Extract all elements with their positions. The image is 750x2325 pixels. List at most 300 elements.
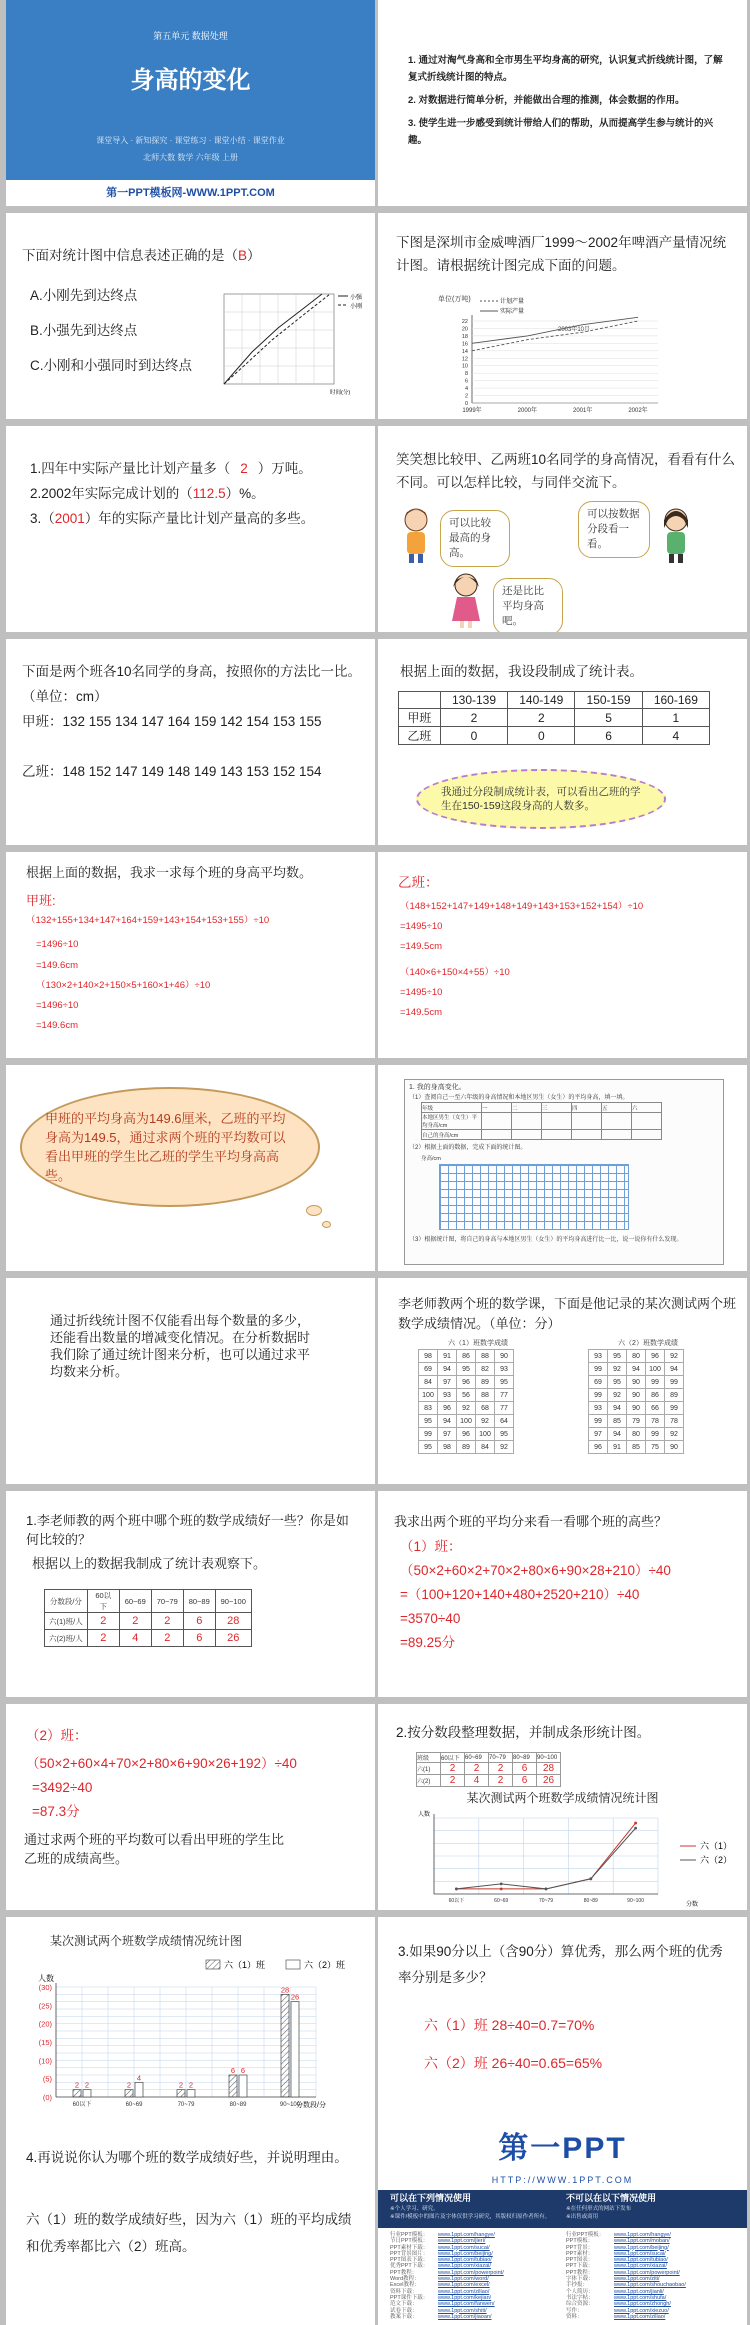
resource-link[interactable]: www.1ppt.com/xiazai/	[614, 2263, 667, 2270]
score-cell: 95	[495, 1428, 514, 1441]
bar-x-tick: 90~100	[279, 2102, 301, 2108]
score-cell: 94	[608, 1402, 627, 1415]
calc-line: （148+152+147+149+148+149+143+153+152+154）÷10	[400, 901, 644, 912]
score-cell: 91	[438, 1350, 457, 1363]
beer-y-tick: 4	[464, 386, 468, 393]
resource-label: 范文下载：	[390, 2301, 418, 2308]
score-cell: 96	[457, 1428, 476, 1441]
score-cell: 82	[476, 1363, 495, 1376]
resource-link[interactable]: www.1ppt.com/jieri/	[438, 2238, 486, 2245]
bar-y-tick: (20)	[38, 2019, 52, 2029]
resource-label: Excel教程：	[390, 2282, 420, 2289]
jia-heights: 甲班：132 155 134 147 164 159 142 154 153 155	[22, 714, 322, 729]
calc-line: （50×2+60×4+70×2+80×6+90×26+192）÷40	[26, 1756, 297, 1771]
score-cell: 99	[646, 1428, 665, 1441]
beer-y-tick: 2	[464, 393, 468, 400]
resource-link[interactable]: www.1ppt.com/excel/	[438, 2282, 490, 2289]
slide-compare	[6, 1491, 375, 1697]
race-chart	[212, 288, 367, 398]
line-xlabel: 分数	[686, 1902, 699, 1908]
score-cell: 89	[457, 1441, 476, 1454]
legend-a: 小强	[350, 295, 363, 301]
resource-link[interactable]: www.1ppt.com/kejian/	[438, 2294, 492, 2301]
slide-height-table	[378, 639, 747, 845]
resource-link[interactable]: www.1ppt.com/xiezuo/	[614, 2307, 669, 2314]
class1-title: 六（1）班数学成绩	[448, 1340, 508, 1347]
score-cell: 90	[627, 1389, 646, 1402]
resource-label: 行业PPT模板：	[566, 2232, 605, 2238]
class1-scores	[418, 1349, 514, 1454]
beer-intro: 下图是深圳市金威啤酒厂1999～2002年啤酒产量情况统计图。请根据统计图完成下面的问题。	[396, 235, 727, 273]
bar-ylabel: 人数	[38, 1974, 54, 1983]
beer-y-tick: 12	[461, 356, 468, 363]
bar-data-label: 6	[230, 2066, 236, 2075]
score-cell: 99	[646, 1376, 665, 1389]
usage-forbidden-note: ※在任何形式的网站下发布	[566, 2206, 632, 2212]
bar-data-label: 28	[280, 1985, 290, 1995]
bar	[83, 2090, 91, 2097]
bar-y-tick: (15)	[38, 2038, 52, 2047]
beer-y-tick: 8	[464, 371, 468, 378]
score-cell: 92	[495, 1441, 514, 1454]
slide-class2-average	[6, 1704, 375, 1910]
resource-label: 手抄报：	[566, 2282, 589, 2289]
option-b[interactable]: B.小强先到达终点	[30, 323, 138, 338]
bar-x-tick: 70~79	[177, 2102, 195, 2108]
beer-legend-real: 实际产量	[500, 309, 525, 315]
slide-bar-chart	[6, 1917, 375, 2123]
score-cell: 93	[495, 1363, 514, 1376]
publisher: 北师大数 数学 六年级 上册	[143, 153, 238, 162]
bar	[177, 2090, 185, 2097]
calc-line: =149.6cm	[36, 1020, 78, 1031]
beer-y-tick: 6	[464, 378, 468, 385]
heights-intro: 下面是两个班各10名同学的身高，按照你的方法比一比。（单位：cm）	[22, 664, 362, 704]
resource-link[interactable]: www.1ppt.com/zhongh/	[614, 2301, 671, 2308]
bar-chart-title: 某次测试两个班数学成绩情况统计图	[50, 1934, 243, 1948]
resource-link[interactable]: www.1ppt.com/tubiao/	[614, 2257, 668, 2264]
score-cell: 79	[627, 1415, 646, 1428]
rate-class2: 六（2）班 26÷40=0.65=65%	[424, 2055, 603, 2071]
calc-line: =89.25分	[400, 1635, 456, 1650]
resource-link[interactable]: www.1ppt.com/hangye/	[438, 2232, 495, 2238]
resource-link[interactable]: www.1ppt.com/powerpoint/	[438, 2269, 504, 2276]
score-cell: 90	[665, 1441, 684, 1454]
score-cell: 96	[438, 1402, 457, 1415]
average-intro: 根据上面的数据，我求一求每个班的身高平均数。	[26, 865, 313, 880]
height-segment-table: 130-139 140-149 150-159 160-169 甲班 2 2 5 1 乙班 0 0 6 4	[398, 691, 710, 745]
slide-final-question	[6, 2118, 375, 2325]
resource-label: PPT背景图片：	[390, 2250, 429, 2257]
scores-intro: 李老师教两个班的数学课，下面是他记录的某次测试两个班数学成绩情况。（单位：分）	[398, 1296, 737, 1331]
score-cell: 78	[646, 1415, 665, 1428]
score-cell: 95	[457, 1363, 476, 1376]
resource-link[interactable]: www.1ppt.com/hangye/	[614, 2232, 671, 2238]
task-2-text: 2.按分数段整理数据，并制成条形统计图。	[396, 1725, 651, 1740]
nav-text: 课堂导入 · 新知探究 · 课堂练习 · 课堂小结 · 课堂作业	[96, 136, 285, 145]
resource-link[interactable]: www.1ppt.com/shufa/	[614, 2294, 667, 2301]
slide-line-chart	[378, 1704, 747, 1910]
resource-label: 教案下载：	[390, 2313, 418, 2320]
line-ylabel: 人数	[418, 1812, 431, 1818]
avg-question: 我求出两个班的平均分来看一看哪个班的高些？	[394, 1514, 668, 1529]
score-cell: 95	[419, 1441, 438, 1454]
resource-label: 优秀PPT下载：	[390, 2263, 429, 2270]
score-cell: 97	[438, 1428, 457, 1441]
score-cell: 84	[476, 1441, 495, 1454]
score-cell: 93	[589, 1350, 608, 1363]
slide-race-question	[6, 213, 375, 419]
resource-label: PPT背景：	[566, 2244, 594, 2251]
calc-line: =1495÷10	[400, 987, 443, 998]
score-cell: 96	[589, 1441, 608, 1454]
jia-heading: 甲班:	[26, 893, 56, 908]
bar-x-tick: 60~69	[125, 2102, 143, 2108]
bar-data-label: 2	[178, 2080, 184, 2090]
yi-heading: 乙班：	[398, 875, 439, 890]
score-cell: 66	[646, 1402, 665, 1415]
final-question: 4.再说说你认为哪个班的数学成绩好些，并说明理由。	[26, 2150, 348, 2165]
score-cell: 89	[476, 1376, 495, 1389]
option-c[interactable]: C.小刚和小强同时到达终点	[30, 358, 192, 373]
score-cell: 80	[627, 1350, 646, 1363]
line-chart-title: 某次测试两个班数学成绩情况统计图	[466, 1791, 659, 1805]
conclusion-cloud: 甲班的平均身高为149.6厘米，乙班的平均身高为149.5，通过求两个班的平均数可以看出甲班的学生比乙班的学生平均身高高些。	[20, 1087, 320, 1207]
resource-label: PPT教程：	[390, 2269, 418, 2276]
calc-line: （140×6+150×4+55）÷10	[400, 967, 510, 978]
slide-heights	[6, 639, 375, 845]
line-x-tick: 60以下	[448, 1898, 465, 1904]
resource-label: 节日PPT模板：	[390, 2238, 429, 2245]
bar-data-label: 4	[136, 2073, 142, 2083]
answer-2: 2.2002年实际完成计划的（112.5）%。	[30, 486, 265, 501]
bar-y-tick: (5)	[42, 2074, 52, 2084]
calc-line: =1495÷10	[400, 921, 443, 932]
beer-x-tick: 1999年	[462, 408, 482, 414]
beer-y-tick: 16	[461, 341, 468, 348]
objective-2: 2. 对数据进行简单分析，并能做出合理的推测，体会数据的作用。	[408, 95, 685, 106]
calc-line: =3492÷40	[32, 1780, 93, 1795]
score-cell: 75	[646, 1441, 665, 1454]
resource-link[interactable]: www.1ppt.com/shouchaobao/	[614, 2282, 686, 2289]
compare-intro: 根据以上的数据我制成了统计表观察下。	[32, 1556, 267, 1571]
line-point	[455, 1888, 458, 1891]
answer-1: 1.四年中实际产量比计划产量多（ 2 ）万吨。	[30, 461, 312, 476]
resource-link[interactable]: www.1ppt.com/moban/	[614, 2238, 670, 2245]
score-cell: 69	[419, 1363, 438, 1376]
score-cell: 100	[646, 1363, 665, 1376]
page-title: 身高的变化	[130, 67, 251, 94]
resource-label: 综合资源：	[566, 2301, 594, 2308]
rate-question: 3.如果90分以上（含90分）算优秀，那么两个班的优秀率分别是多少？	[398, 1944, 723, 1985]
resource-link[interactable]: www.1ppt.com/shiti/	[438, 2307, 487, 2314]
yi-heights: 乙班：148 152 147 149 148 149 143 153 152 154	[22, 764, 322, 779]
slide-scores	[378, 1278, 747, 1484]
girl-illustration-2	[448, 571, 484, 629]
beer-legend-plan: 计划产量	[500, 299, 525, 305]
links-right	[566, 2232, 736, 2320]
slide-title	[6, 0, 375, 206]
score-cell: 90	[627, 1402, 646, 1415]
bar	[281, 1994, 289, 2097]
calc-line: =（100+120+140+480+2520+210）÷40	[400, 1587, 640, 1602]
score-cell: 89	[665, 1389, 684, 1402]
bar-legend-1: 六（1）班	[224, 1960, 266, 1970]
resource-label: PPT课件下载：	[390, 2294, 429, 2301]
beer-x-tick: 2000年	[517, 408, 538, 414]
slide-footer	[378, 2118, 747, 2325]
links-left	[390, 2232, 560, 2320]
ws-q2: （2）根据上面的数据，完成下面的统计图。	[409, 1145, 527, 1151]
resource-label: 书法字帖：	[566, 2294, 594, 2301]
score-cell: 78	[665, 1415, 684, 1428]
calc-line: （130×2+140×2+150×5+160×1+46）÷10	[36, 980, 211, 991]
beer-note: 2003年10月	[558, 327, 591, 333]
beer-y-tick: 20	[461, 326, 468, 333]
resource-label: 试卷下载：	[390, 2307, 418, 2314]
slide-excellence-rate	[378, 1917, 747, 2123]
option-a[interactable]: A.小刚先到达终点	[30, 288, 138, 303]
ws-q3: （3）根据统计图，将自己的身高与本地区男生（女生）的平均身高进行比一比，说一说你有什么发现。	[409, 1237, 683, 1243]
score-cell: 99	[665, 1402, 684, 1415]
bar-data-label: 6	[240, 2066, 246, 2075]
line-x-tick: 60~69	[494, 1898, 509, 1904]
beer-chart	[438, 291, 688, 416]
score-cell: 95	[419, 1415, 438, 1428]
score-cell: 77	[495, 1402, 514, 1415]
score-cell: 80	[627, 1428, 646, 1441]
score-cell: 98	[419, 1350, 438, 1363]
beer-y-tick: 22	[461, 319, 468, 325]
resource-link[interactable]: www.1ppt.com/word/	[438, 2276, 489, 2283]
bar-data-label: 26	[290, 1992, 300, 2002]
score-cell: 85	[608, 1415, 627, 1428]
usage-allowed-note: ※课件/模板中的图片及字体仅供学习研究，其版权归原作者所有。	[390, 2214, 551, 2220]
footer-logo: 第一PPT	[498, 2132, 627, 2165]
resource-link[interactable]: www.1ppt.com/jianli/	[614, 2288, 664, 2295]
bar-y-tick: (0)	[42, 2093, 52, 2102]
worksheet-image	[404, 1079, 724, 1265]
resource-link[interactable]: www.1ppt.com/ziliao/	[614, 2313, 666, 2320]
slide-class1-average	[378, 1491, 747, 1697]
discussion-intro: 笑笑想比较甲、乙两班10名同学的身高情况，看看有什么不同。可以怎样比较，与同伴交流下。	[396, 452, 736, 490]
calc-line: =149.5cm	[400, 941, 442, 952]
resource-label: PPT模板：	[566, 2238, 594, 2245]
bubble-2: 可以按数据分段看一看。	[578, 501, 650, 558]
score-cell: 99	[589, 1363, 608, 1376]
slide-discussion	[378, 426, 747, 632]
line-x-tick: 90~100	[627, 1898, 645, 1904]
bubble-1: 可以比较最高的身高。	[440, 510, 510, 567]
answer-3: 3.（2001）年的实际产量比计划产量高的多些。	[30, 511, 315, 526]
score-cell: 93	[438, 1389, 457, 1402]
bar-xlabel: 分数段/分	[296, 2102, 326, 2109]
resource-link[interactable]: www.1ppt.com/sucai/	[438, 2244, 490, 2251]
line-point	[634, 1827, 637, 1830]
resource-link-row	[390, 2314, 560, 2320]
bar-x-tick: 80~89	[229, 2102, 247, 2108]
slide-method-summary	[6, 1278, 375, 1484]
class2-scores	[588, 1349, 684, 1454]
score-cell: 92	[457, 1402, 476, 1415]
bar	[291, 2002, 299, 2097]
resource-link[interactable]: www.1ppt.com/sucai/	[614, 2250, 666, 2257]
slide-beer-answers	[6, 426, 375, 632]
footer-url[interactable]: HTTP://WWW.1PPT.COM	[491, 2175, 634, 2185]
bar-y-tick: (25)	[38, 2001, 52, 2011]
method-text: 通过折线统计图不仅能看出每个数量的多少，还能看出数量的增减变化情况。在分析数据时我们除了通过统计图来分析，也可以通过求平均数来分析。	[50, 1313, 311, 1379]
bar	[187, 2090, 195, 2097]
score-cell: 92	[476, 1415, 495, 1428]
ws-grid	[439, 1164, 629, 1230]
beer-y-tick: 0	[464, 401, 468, 407]
bar	[135, 2082, 143, 2097]
score-segment-table: 分数段/分 60以下 60~69 70~79 80~89 90~100 六(1)班/人 2 2 2 6 28 六(2)班/人 2 4 2 6 26	[44, 1589, 252, 1647]
x-label: 时间(分)	[330, 390, 351, 396]
score-cell: 92	[608, 1389, 627, 1402]
score-cell: 94	[438, 1363, 457, 1376]
score-cell: 99	[419, 1428, 438, 1441]
score-cell: 94	[438, 1415, 457, 1428]
score-cell: 99	[665, 1376, 684, 1389]
resource-label: 字体下载：	[566, 2276, 594, 2283]
score-cell: 99	[589, 1415, 608, 1428]
resource-label: 写作：	[566, 2307, 583, 2314]
score-cell: 88	[476, 1389, 495, 1402]
score-cell: 69	[589, 1376, 608, 1389]
line-point	[589, 1877, 592, 1880]
resource-link[interactable]: www.1ppt.com/fanwen/	[438, 2301, 495, 2308]
resource-link[interactable]: www.1ppt.com/xiazai/	[438, 2263, 491, 2270]
slide-worksheet	[378, 1065, 747, 1271]
bar-data-label: 2	[126, 2080, 132, 2090]
bar-y-tick: (30)	[38, 1983, 52, 1992]
calc-line: =87.3分	[32, 1804, 80, 1819]
girl-illustration-1	[658, 506, 694, 564]
score-cell: 84	[419, 1376, 438, 1389]
score-cell: 94	[627, 1363, 646, 1376]
line-legend-1: 六（1）	[700, 1841, 733, 1851]
legend-b: 小刚	[350, 304, 363, 310]
score-cell: 96	[646, 1350, 665, 1363]
resource-label: PPT图表下载：	[390, 2257, 429, 2264]
score-cell: 94	[608, 1428, 627, 1441]
resource-link[interactable]: www.1ppt.com/ziliao/	[438, 2288, 490, 2295]
score-cell: 94	[665, 1363, 684, 1376]
bubble-3: 还是比比平均身高吧。	[493, 578, 563, 632]
line-point	[634, 1822, 637, 1825]
calc-line: =1496÷10	[36, 1000, 79, 1011]
line-x-tick: 80~89	[583, 1898, 598, 1904]
score-cell: 95	[608, 1350, 627, 1363]
slide-jia-average	[6, 852, 375, 1058]
beer-x-tick: 2001年	[572, 408, 593, 414]
rate-class1: 六（1）班 28÷40=0.7=70%	[424, 2017, 595, 2033]
resource-link[interactable]: www.1ppt.com/beijing/	[438, 2250, 493, 2257]
score-bar-chart	[26, 1957, 366, 2122]
resource-label: 资料下载：	[390, 2288, 418, 2295]
resource-label: Word教程：	[390, 2276, 420, 2283]
bar-data-label: 2	[74, 2080, 80, 2090]
calc-line: =149.6cm	[36, 960, 78, 971]
score-cell: 92	[665, 1350, 684, 1363]
score-cell: 97	[589, 1428, 608, 1441]
final-answer: 六（1）班的数学成绩好些，因为六（1）班的平均成绩和优秀率都比六（2）班高。	[26, 2212, 352, 2254]
score-cell: 85	[627, 1441, 646, 1454]
beer-y-tick: 14	[461, 348, 468, 355]
score-cell: 88	[476, 1350, 495, 1363]
resource-link[interactable]: www.1ppt.com/tubiao/	[438, 2257, 492, 2264]
bar-data-label: 2	[188, 2080, 194, 2090]
resource-link-row	[566, 2314, 736, 2320]
ws-q1: （1）查阅自己一至六年级的身高情况和本地区男生（女生）的平均身高，填一填。	[409, 1095, 629, 1101]
score-cell: 86	[646, 1389, 665, 1402]
score-cell: 86	[457, 1350, 476, 1363]
resource-label: 个人简历：	[566, 2288, 594, 2295]
resource-label: PPT素材下载：	[390, 2244, 429, 2251]
calc-line: =3570÷40	[400, 1611, 461, 1626]
bar	[229, 2075, 237, 2097]
site-link[interactable]: 第一PPT模板网-WWW.1PPT.COM	[106, 187, 275, 199]
score-cell: 99	[589, 1389, 608, 1402]
resource-link[interactable]: www.1ppt.com/ziti/	[614, 2276, 660, 2283]
score-cell: 90	[495, 1350, 514, 1363]
resource-link[interactable]: www.1ppt.com/powerpoint/	[614, 2269, 680, 2276]
resource-label: PPT下载：	[566, 2263, 594, 2270]
score-cell: 100	[419, 1389, 438, 1402]
calc-line: （1）班：	[400, 1539, 462, 1554]
usage-forbidden-note: ※出售或商用	[566, 2214, 599, 2220]
score-cell: 96	[457, 1376, 476, 1389]
slide-conclusion-cloud	[6, 1065, 375, 1271]
score-cell: 77	[495, 1389, 514, 1402]
score-cell: 90	[627, 1376, 646, 1389]
bar-data-label: 2	[84, 2080, 90, 2090]
class-conclusion: 通过求两个班的平均数可以看出甲班的学生比乙班的成绩高些。	[24, 1832, 285, 1866]
summary-cloud: 我通过分段制成统计表，可以看出乙班的学生在150-159这段身高的人数多。	[416, 769, 666, 829]
unit-label: 第五单元 数据处理	[153, 31, 228, 41]
calc-line: （132+155+134+147+164+159+143+154+153+155）÷10	[26, 915, 270, 926]
line-point	[500, 1882, 503, 1885]
score-cell: 92	[665, 1428, 684, 1441]
usage-allowed-note: ※个人学习、研究。	[390, 2206, 439, 2212]
score-cell: 98	[438, 1441, 457, 1454]
objective-1: 1. 通过对淘气身高和全市男生平均身高的研究，认识复式折线统计图，了解复式折线统计图的特点。	[408, 55, 723, 83]
bar-x-tick: 60以下	[72, 2102, 92, 2108]
line-legend-2: 六（2）	[700, 1855, 733, 1865]
usage-forbidden-heading: 不可以在以下情况使用	[566, 2193, 657, 2203]
resource-label: 资料：	[566, 2313, 583, 2320]
bar	[125, 2090, 133, 2097]
table-intro: 根据上面的数据，我设段制成了统计表。	[400, 664, 643, 679]
score-cell: 64	[495, 1415, 514, 1428]
bar-legend-2: 六（2）班	[304, 1960, 346, 1970]
bar-y-tick: (10)	[38, 2056, 52, 2066]
line-point	[545, 1888, 548, 1891]
calc-line: （50×2+60×2+70×2+80×6+90×28+210）÷40	[400, 1563, 671, 1578]
bar	[239, 2075, 247, 2097]
resource-link[interactable]: www.1ppt.com/beijing/	[614, 2244, 669, 2251]
resource-link[interactable]: www.1ppt.com/jiaoan/	[438, 2313, 492, 2320]
calc-line: =149.5cm	[400, 1007, 442, 1018]
score-cell: 93	[589, 1402, 608, 1415]
score-cell: 100	[476, 1428, 495, 1441]
score-cell: 92	[608, 1363, 627, 1376]
compare-question: 1.李老师教的两个班中哪个班的数学成绩好一些？你是如何比较的？	[26, 1513, 349, 1547]
line-x-tick: 70~79	[538, 1898, 554, 1904]
bar	[73, 2090, 81, 2097]
question-text: 下面对统计图中信息表述正确的是（B）	[22, 248, 261, 263]
